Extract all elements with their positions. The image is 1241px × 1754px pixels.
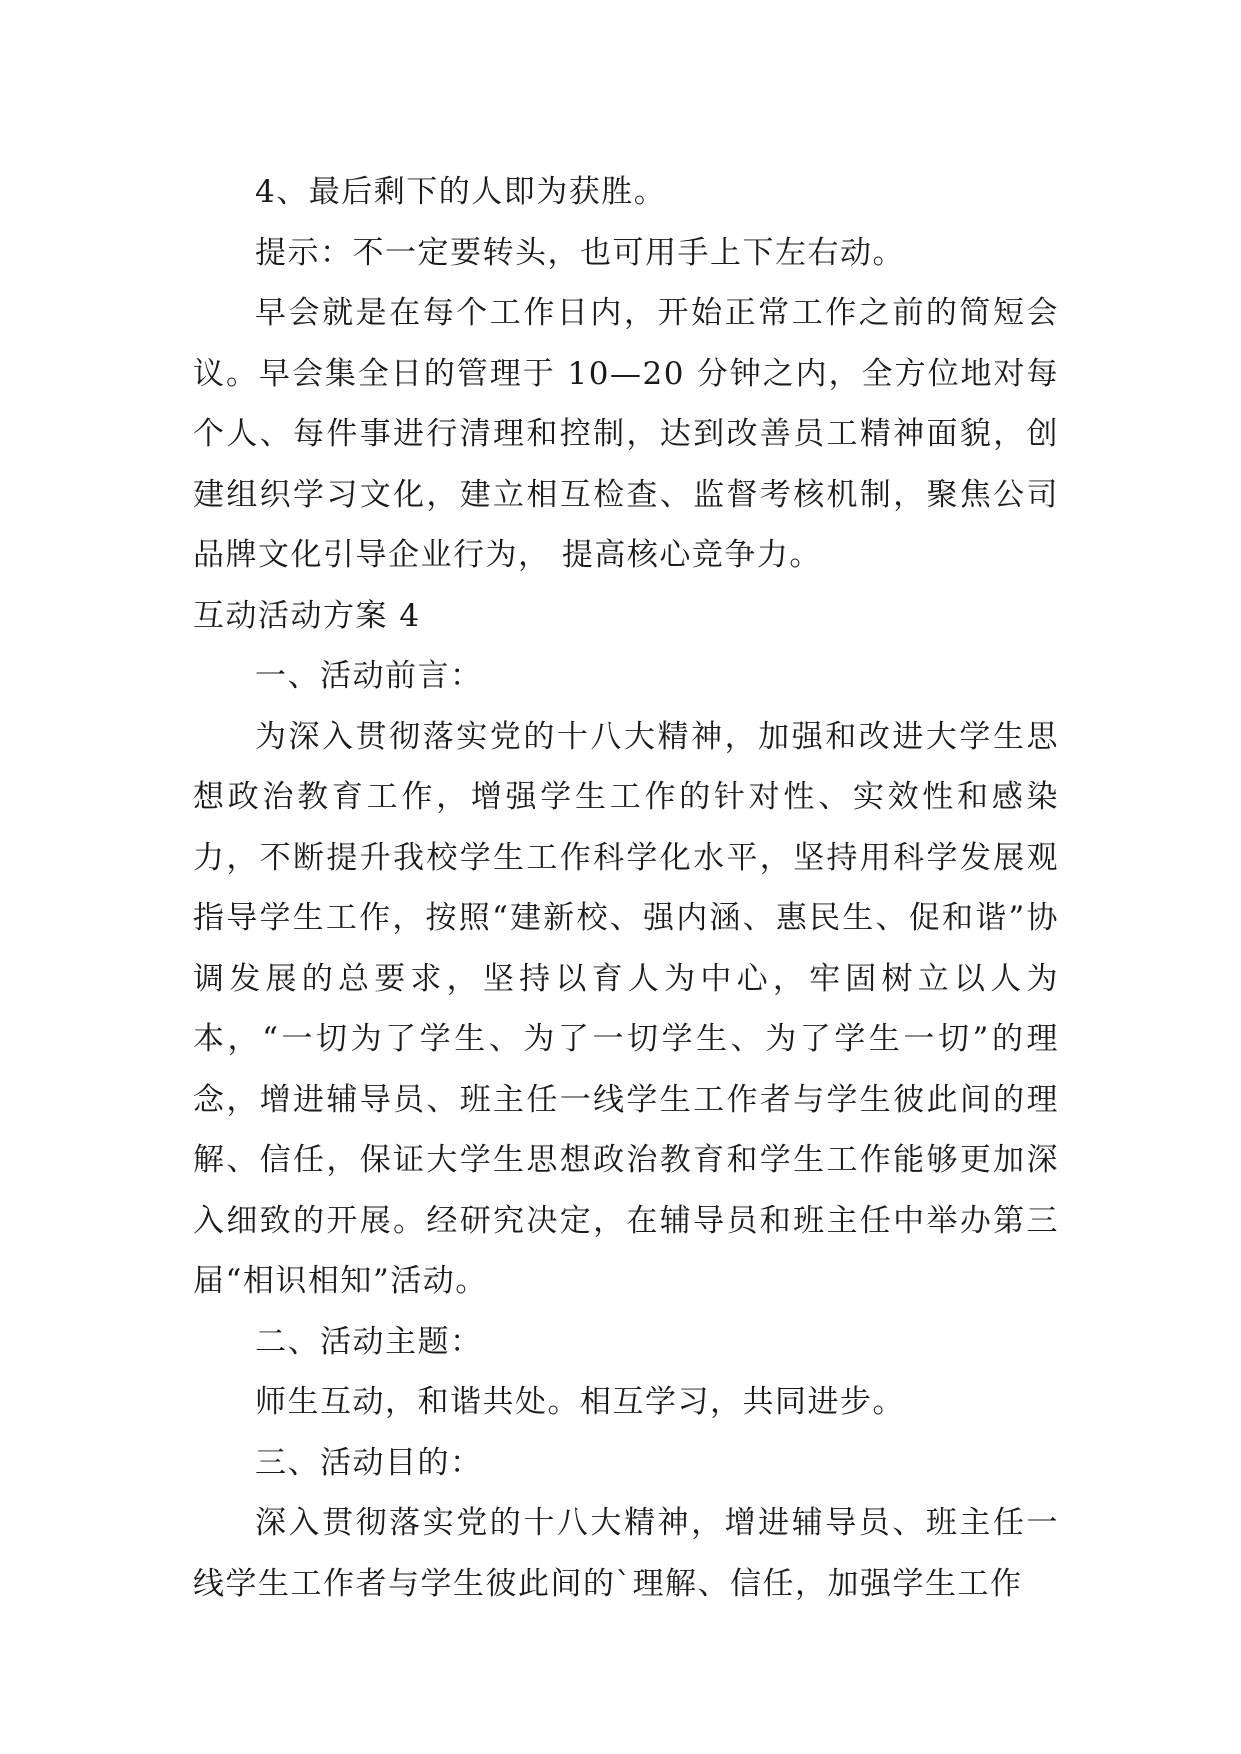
document-body bbox=[193, 162, 1059, 1614]
subheading-theme: 二、活动主题： bbox=[255, 1323, 483, 1360]
subheading-preface: 一、活动前言： bbox=[255, 658, 483, 694]
paragraph-tip: 提示：不一定要转头，也可用手上下左右动。 bbox=[255, 234, 905, 271]
paragraph-preface: 为深入贯彻落实党的十八大精神，加强和改进大学生思想政治教育工作，增强学生工作的针对性、实效性和感染力，不断提升我校学生工作科学化水平，坚持用科学发展观指导学生工作，按照“建新校、强内涵、惠民生、促和谐”协调发展的总要求，坚持以育人为中心，牢固树立以人为本，“一切为了学生、为了一切学生、为了学生一切”的理念，增进辅导员、班主任一线学生工作者与学生彼此间的理解、信任，保证大学生思想政治教育和学生工作能够更加深入细致的开展。经研究决定，在辅导员和班主任中举办第三届“相识相知”活动。 bbox=[193, 718, 1059, 1299]
section-heading: 互动活动方案 4 bbox=[193, 597, 421, 634]
paragraph-rule-4: 4、最后剩下的人即为获胜。 bbox=[255, 174, 667, 210]
paragraph-theme: 师生互动，和谐共处。相互学习，共同进步。 bbox=[255, 1384, 905, 1420]
paragraph-morning-meeting: 早会就是在每个工作日内，开始正常工作之前的简短会议。早会集全日的管理于 10—20 分钟之内，全方位地对每个人、每件事进行清理和控制，达到改善员工精神面貌，创建组织学习文化，建立相互检查、监督考核机制，聚焦公司品牌文化引导企业行为， 提高核心竞争力。 bbox=[193, 295, 1059, 573]
subheading-purpose: 三、活动目的： bbox=[255, 1444, 483, 1481]
paragraph-purpose: 深入贯彻落实党的十八大精神，增进辅导员、班主任一线学生工作者与学生彼此间的`理解、信任，加强学生工作 bbox=[193, 1505, 1059, 1602]
